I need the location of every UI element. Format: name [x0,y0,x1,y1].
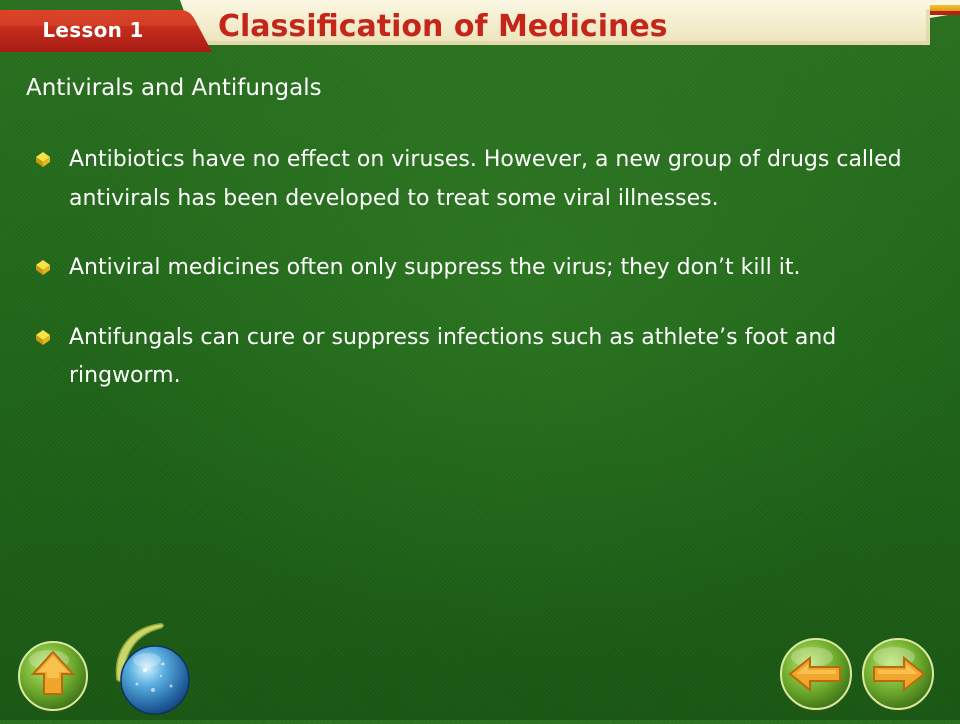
bullet-item [0,249,909,288]
slide-header [0,0,960,56]
bullet-icon [33,150,53,170]
lesson-label: Lesson 1 [42,18,144,42]
globe-button[interactable] [105,620,197,720]
bullet-list [0,141,960,427]
next-slide-button[interactable] [858,634,938,714]
bullet-item [0,319,909,396]
bullet-text: Antibiotics have no effect on viruses. However, a new group of drugs called antivirals has been developed to treat some viral illnesses. [69,147,902,211]
bullet-icon [33,258,53,278]
bullet-text: Antifungals can cure or suppress infections such as athlete’s foot and ringworm. [69,324,837,388]
bullet-item [0,141,909,218]
section-subtitle: Antivirals and Antifungals [26,75,322,101]
home-button[interactable] [15,638,91,714]
previous-slide-button[interactable] [776,634,856,714]
page-title: Classification of Medicines [218,9,668,44]
bullet-text: Antiviral medicines often only suppress the virus; they don’t kill it. [69,255,801,280]
left-arrow-icon [776,634,856,714]
right-arrow-icon [858,634,938,714]
home-arrow-icon [15,638,91,714]
bullet-icon [33,328,53,348]
globe-icon [105,620,197,720]
